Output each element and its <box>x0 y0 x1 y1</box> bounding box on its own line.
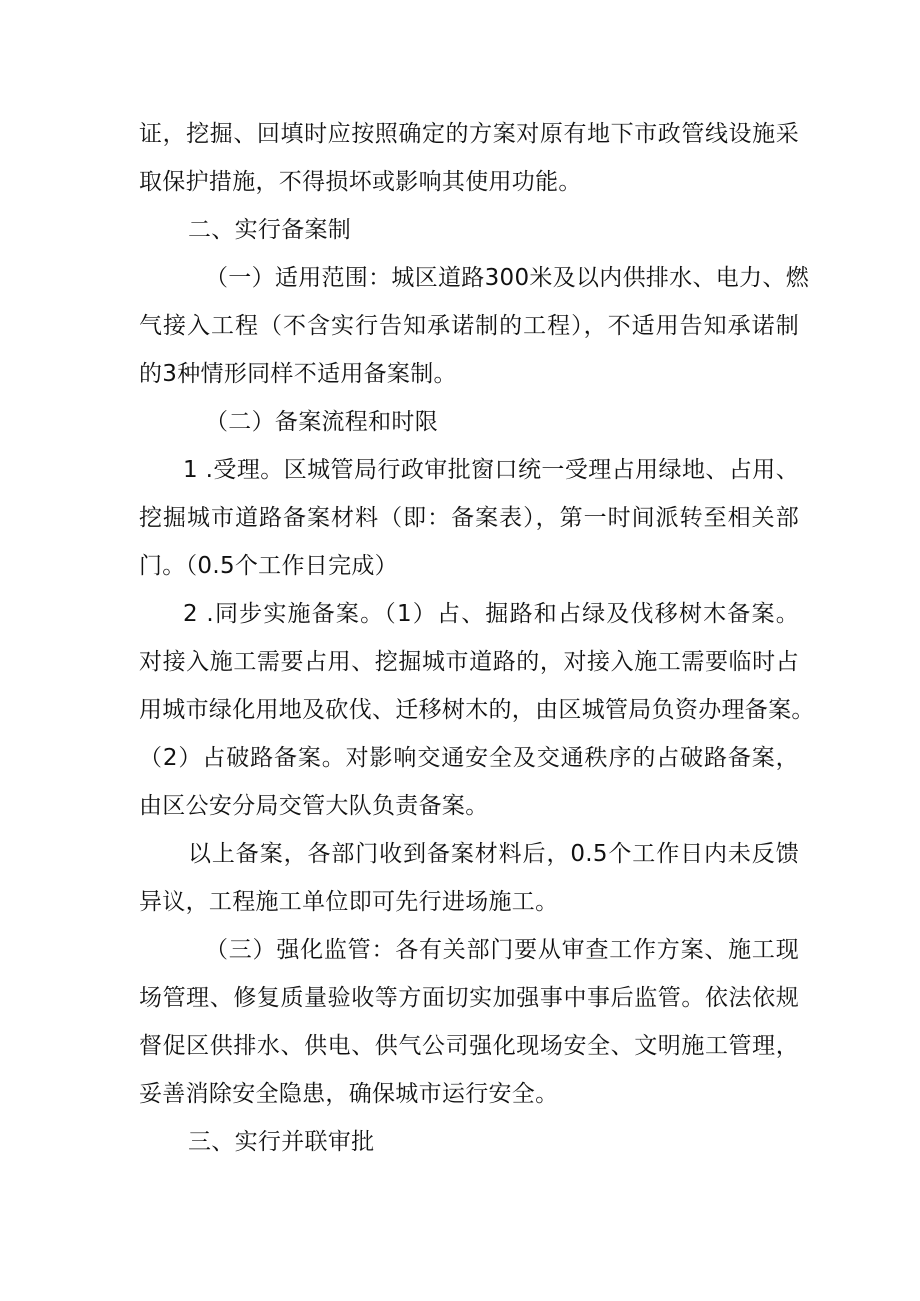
paragraph-line: 1 .受理。区城管局行政审批窗口统一受理占用绿地、占用、 <box>183 457 799 483</box>
paragraph-line: 由区公安分局交管大队负责备案。 <box>139 793 489 819</box>
paragraph-line: 妥善消除安全隐患，确保城市运行安全。 <box>139 1081 559 1107</box>
paragraph-line: 督促区供排水、供电、供气公司强化现场安全、文明施工管理， <box>139 1033 799 1059</box>
paragraph-line: 的3种情形同样不适用备案制。 <box>139 361 457 387</box>
paragraph-line: 2 .同步实施备案。（1）占、掘路和占绿及伐移树木备案。 <box>183 601 799 627</box>
paragraph-line: 对接入施工需要占用、挖掘城市道路的，对接入施工需要临时占 <box>139 649 799 675</box>
paragraph-line: 异议，工程施工单位即可先行进场施工。 <box>139 889 559 915</box>
section-heading: 二、实行备案制 <box>188 217 352 243</box>
paragraph-line: 气接入工程（不含实行告知承诺制的工程），不适用告知承诺制 <box>139 313 799 339</box>
paragraph-line: （2）占破路备案。对影响交通安全及交通秩序的占破路备案， <box>139 745 799 771</box>
paragraph-line: 场管理、修复质量验收等方面切实加强事中事后监管。依法依规 <box>139 985 799 1011</box>
paragraph-line: 挖掘城市道路备案材料（即：备案表），第一时间派转至相关部 <box>139 505 799 531</box>
paragraph-line: （一）适用范围：城区道路300米及以内供排水、电力、燃 <box>205 265 809 291</box>
subsection-heading: （二）备案流程和时限 <box>205 409 438 435</box>
paragraph-line: 以上备案，各部门收到备案材料后，0.5个工作日内未反馈 <box>188 841 799 867</box>
paragraph-line: 门。（0.5个工作日完成） <box>139 553 398 579</box>
paragraph-line: （三）强化监管：各有关部门要从审查工作方案、施工现 <box>205 937 799 963</box>
paragraph-line: 取保护措施，不得损坏或影响其使用功能。 <box>139 169 582 195</box>
paragraph-line: 用城市绿化用地及砍伐、迁移树木的，由区城管局负资办理备案。 <box>139 697 815 723</box>
paragraph-line: 证，挖掘、回填时应按照确定的方案对原有地下市政管线设施采 <box>139 121 799 147</box>
section-heading: 三、实行并联审批 <box>188 1129 375 1155</box>
